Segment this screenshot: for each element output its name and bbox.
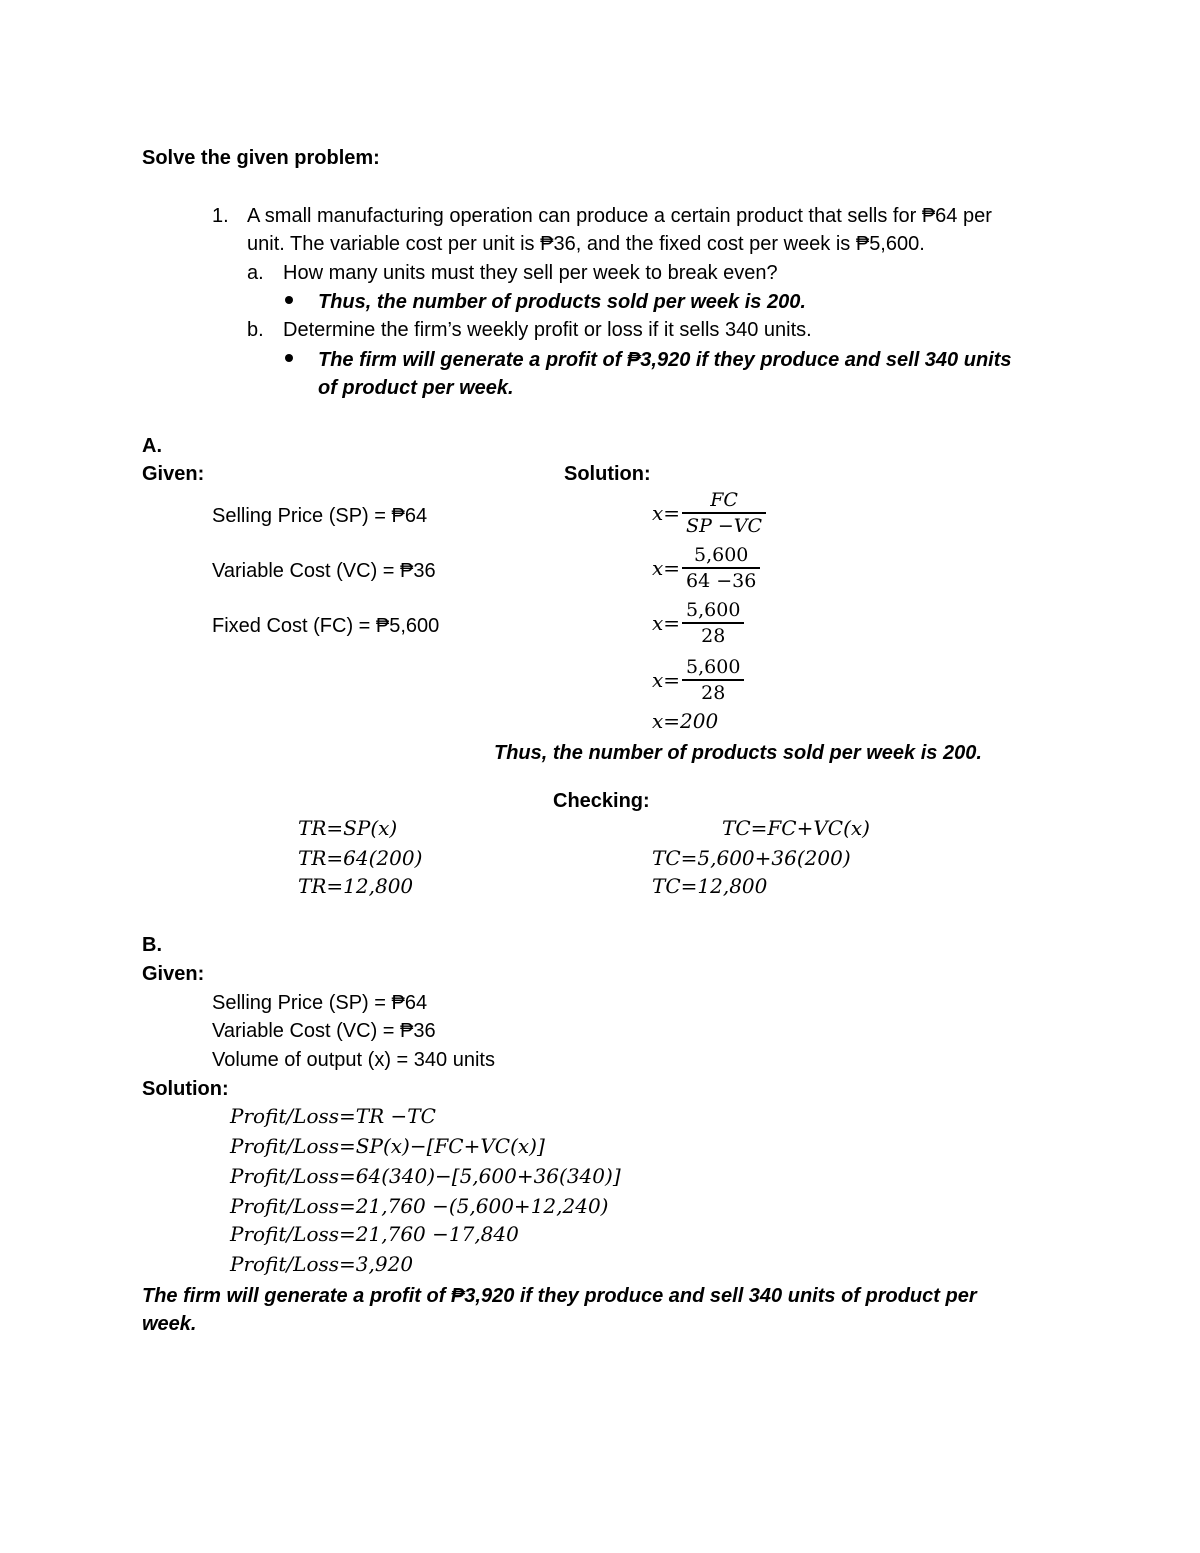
part-b-given-label: Given:	[142, 963, 205, 985]
formula-step-3	[652, 598, 744, 648]
step-lhs: x=	[652, 555, 681, 580]
given-b-selling-price: Selling Price (SP) = ₱64	[212, 992, 428, 1014]
part-b-conclusion-line-2: week.	[142, 1313, 197, 1335]
step-lhs: x=	[652, 610, 681, 635]
step-numerator: 5,600	[694, 544, 749, 566]
step-numerator: 5,600	[686, 599, 741, 621]
question-a-label: a.	[247, 262, 264, 284]
part-a-given-label: Given:	[142, 463, 205, 485]
tc-line-1: TC=FC+VC(x)	[722, 816, 870, 840]
step-lhs: x=	[652, 500, 681, 525]
part-b-solution-label: Solution:	[142, 1078, 229, 1100]
question-b-label: b.	[247, 319, 264, 341]
profit-line-4: Profit/Loss=21,760 −(5,600+12,240)	[230, 1194, 609, 1218]
given-variable-cost: Variable Cost (VC) = ₱36	[212, 560, 436, 582]
profit-line-5: Profit/Loss=21,760 −17,840	[230, 1222, 519, 1246]
given-b-variable-cost: Variable Cost (VC) = ₱36	[212, 1020, 436, 1042]
tr-line-1: TR=SP(x)	[298, 816, 398, 840]
tc-line-2: TC=5,600+36(200)	[652, 846, 851, 870]
step-lhs: x=	[652, 667, 681, 692]
part-b-heading: B.	[142, 934, 162, 956]
step-denominator: SP −VC	[686, 514, 763, 537]
step-denominator: 64 −36	[686, 569, 757, 592]
profit-line-2: Profit/Loss=SP(x)−[FC+VC(x)]	[230, 1134, 545, 1158]
tr-line-3: TR=12,800	[298, 874, 414, 898]
problem-number: 1.	[212, 205, 229, 227]
given-fixed-cost: Fixed Cost (FC) = ₱5,600	[212, 615, 440, 637]
part-b-conclusion-line-1: The firm will generate a profit of ₱3,920 if they produce and sell 340 units of product per	[142, 1285, 977, 1307]
step-denominator: 28	[701, 624, 726, 647]
formula-step-2	[652, 543, 760, 593]
question-b-text: Determine the firm’s weekly profit or loss if it sells 340 units.	[283, 319, 812, 341]
part-a-conclusion: Thus, the number of products sold per week is 200.	[494, 742, 982, 764]
step-denominator: 28	[701, 681, 726, 704]
bullet-icon	[285, 354, 293, 362]
part-a-solution-label: Solution:	[564, 463, 651, 485]
page-title: Solve the given problem:	[142, 147, 380, 169]
step-numerator: 5,600	[686, 656, 741, 678]
formula-step-1	[652, 488, 766, 538]
question-a-text: How many units must they sell per week to break even?	[283, 262, 778, 284]
tr-line-2: TR=64(200)	[298, 846, 423, 870]
given-selling-price: Selling Price (SP) = ₱64	[212, 505, 428, 527]
question-b-answer-line-1: The firm will generate a profit of ₱3,920 if they produce and sell 340 units	[318, 349, 1012, 371]
tc-line-3: TC=12,800	[652, 874, 768, 898]
bullet-icon	[285, 296, 293, 304]
part-a-heading: A.	[142, 435, 162, 457]
question-a-answer: Thus, the number of products sold per week is 200.	[318, 291, 806, 313]
checking-label: Checking:	[553, 790, 650, 812]
profit-line-1: Profit/Loss=TR −TC	[230, 1104, 436, 1128]
profit-line-6: Profit/Loss=3,920	[230, 1252, 414, 1276]
step-numerator: FC	[710, 489, 738, 511]
formula-result: x=200	[652, 709, 719, 733]
problem-line-1: A small manufacturing operation can produce a certain product that sells for ₱64 per	[247, 205, 992, 227]
question-b-answer-line-2: of product per week.	[318, 377, 514, 399]
problem-line-2: unit. The variable cost per unit is ₱36, and the fixed cost per week is ₱5,600.	[247, 233, 925, 255]
profit-line-3: Profit/Loss=64(340)−[5,600+36(340)]	[230, 1164, 621, 1188]
formula-step-4	[652, 655, 744, 705]
given-b-volume: Volume of output (x) = 340 units	[212, 1049, 495, 1071]
